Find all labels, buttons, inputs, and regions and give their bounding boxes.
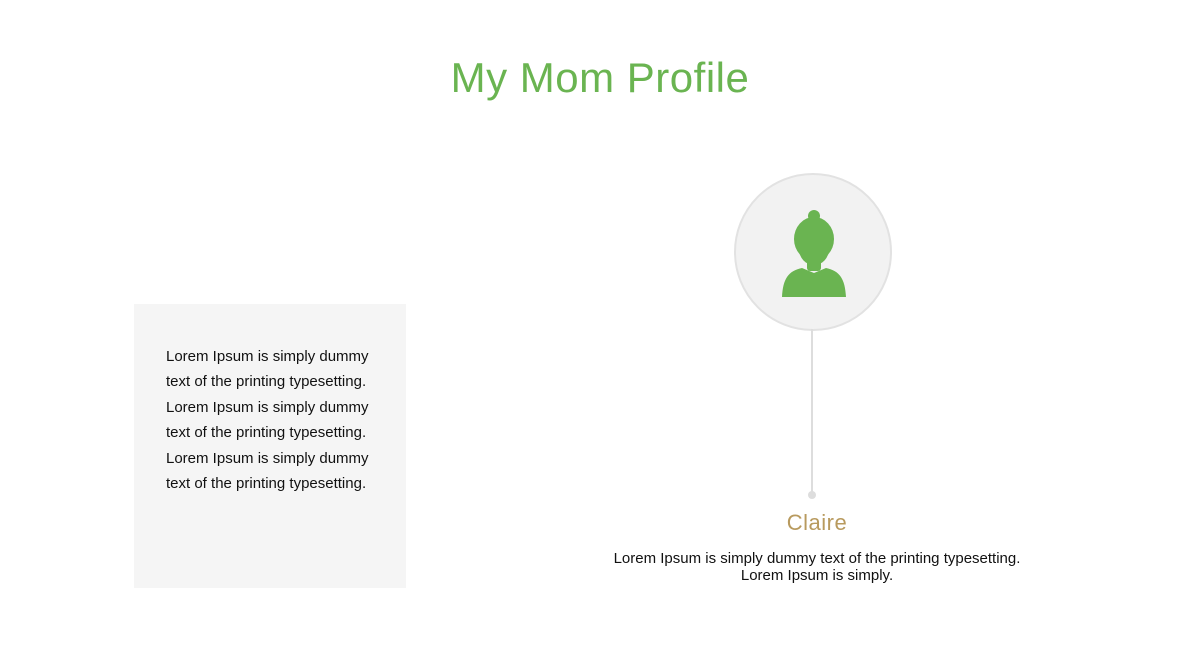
page-title: My Mom Profile — [450, 54, 750, 101]
profile-description-line2: Lorem Ipsum is simply. — [740, 567, 894, 584]
avatar — [734, 173, 892, 331]
text-card — [134, 304, 406, 588]
connector-dot — [808, 491, 816, 499]
profile-description — [537, 550, 1097, 584]
text-card-body: Lorem Ipsum is simply dummy text of the printing typesetting. Lorem Ipsum is simply dummy text of the printing typesetting. Lorem Ipsum is simply dummy text of the printing typesetting. — [166, 348, 369, 493]
profile-description-line1: Lorem Ipsum is simply dummy text of the printing typesetting. — [613, 550, 1021, 567]
profile-name: Claire — [786, 510, 848, 535]
connector-line — [811, 329, 813, 495]
woman-avatar-icon — [780, 207, 846, 297]
